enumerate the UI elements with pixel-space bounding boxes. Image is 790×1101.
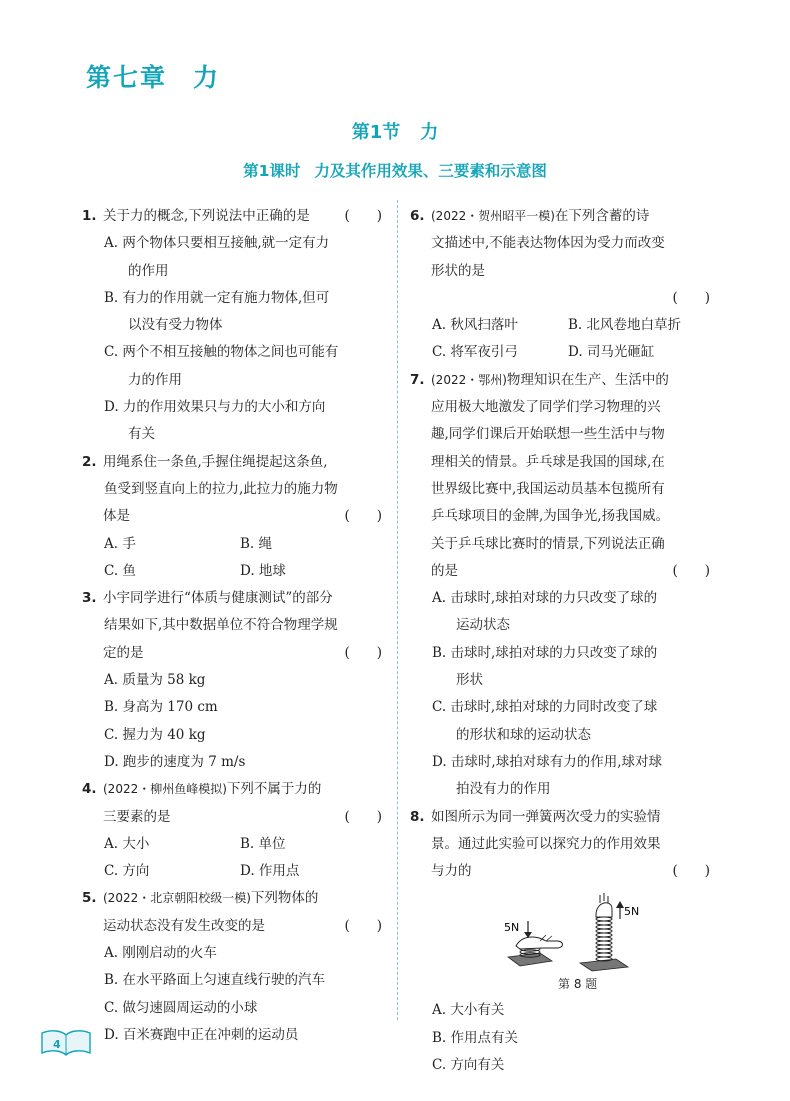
section-title xyxy=(0,118,790,144)
option-a-cont: 运动状态 xyxy=(456,617,510,634)
question-number: 1. xyxy=(82,208,97,224)
question-4 xyxy=(82,776,382,885)
question-text: 运动状态没有发生改变的是 xyxy=(103,917,265,934)
lesson-title xyxy=(0,159,790,181)
answer-bracket: ( ) xyxy=(672,289,710,306)
column-divider xyxy=(397,200,398,1020)
question-text: 景。通过此实验可以探究力的作用效果 xyxy=(431,835,661,852)
question-number: 4. xyxy=(82,781,97,798)
force-label-left: 5N xyxy=(504,921,520,935)
question-text: 结果如下,其中数据单位不符合物理学规 xyxy=(104,617,338,634)
open-book-icon xyxy=(38,1027,94,1059)
question-text: 鱼受到竖直向上的拉力,此拉力的施力物 xyxy=(104,480,338,497)
left-column xyxy=(82,203,382,1049)
option-b: B. 北风卷地白草折 xyxy=(568,317,682,334)
question-2 xyxy=(82,449,382,585)
option-b: B. 击球时,球拍对球的力只改变了球的 xyxy=(432,644,658,661)
option-c-cont: 力的作用 xyxy=(128,371,182,388)
figure-8 xyxy=(410,885,710,997)
question-text: 乒乓球项目的金牌,为国争光,扬我国威。 xyxy=(431,508,670,525)
option-a: A. 大小有关 xyxy=(432,1002,505,1019)
question-text: 三要素的是 xyxy=(103,808,171,825)
option-b: B. 在水平路面上匀速直线行驶的汽车 xyxy=(104,972,326,989)
option-b: B. 作用点有关 xyxy=(432,1029,519,1046)
option-d: D. 地球 xyxy=(240,562,286,579)
option-d: D. 击球时,球拍对球有力的作用,球对球 xyxy=(432,753,663,770)
question-text: 形状的是 xyxy=(431,262,485,279)
question-text: 文描述中,不能表达物体因为受力而改变 xyxy=(431,235,665,252)
option-a: A. 击球时,球拍对球的力只改变了球的 xyxy=(432,590,658,607)
answer-bracket: ( ) xyxy=(344,508,382,525)
question-text: 用绳系住一条鱼,手握住绳提起这条鱼, xyxy=(103,453,328,470)
option-c: C. 将军夜引弓 xyxy=(432,344,518,361)
question-text: 世界级比赛中,我国运动员基本包揽所有 xyxy=(431,480,665,497)
answer-bracket: ( ) xyxy=(672,863,710,880)
option-b: B. 绳 xyxy=(240,535,273,552)
option-a: A. 质量为 58 kg xyxy=(104,672,206,689)
chapter-title xyxy=(86,58,220,94)
option-c: C. 做匀速圆周运动的小球 xyxy=(104,999,258,1016)
option-d: D. 力的作用效果只与力的大小和方向 xyxy=(104,399,326,416)
option-c-cont: 的形状和球的运动状态 xyxy=(456,726,591,743)
question-text: 应用极大地激发了同学们学习物理的兴 xyxy=(431,399,661,416)
question-6 xyxy=(410,203,710,367)
option-c: C. 鱼 xyxy=(104,562,136,579)
question-text: 体是 xyxy=(103,508,130,525)
option-d: D. 跑步的速度为 7 m/s xyxy=(104,753,246,770)
option-c: C. 方向有关 xyxy=(432,1057,505,1074)
page-number-badge xyxy=(38,1027,94,1059)
question-text: 小宇同学进行“体质与健康测试”的部分 xyxy=(103,590,333,607)
section-number: 第1节 xyxy=(351,122,401,143)
option-d-cont: 有关 xyxy=(128,426,155,443)
option-a: A. 大小 xyxy=(104,835,150,852)
question-text: 定的是 xyxy=(103,644,144,661)
question-number: 5. xyxy=(82,890,97,907)
option-d: D. 百米赛跑中正在冲刺的运动员 xyxy=(104,1026,299,1043)
option-c: C. 方向 xyxy=(104,863,150,880)
option-d-cont: 拍没有力的作用 xyxy=(456,781,551,798)
chapter-number: 第七章 xyxy=(86,63,168,92)
question-number: 8. xyxy=(410,808,425,825)
option-b-cont: 形状 xyxy=(456,672,483,689)
question-source: (2022・鄂州) xyxy=(431,372,507,387)
option-b: B. 身高为 170 cm xyxy=(104,699,218,716)
question-text: 理相关的情景。乒乓球是我国的国球,在 xyxy=(431,453,665,470)
figure-caption: 第 8 题 xyxy=(558,977,598,992)
question-7 xyxy=(410,367,710,804)
question-number: 3. xyxy=(82,590,97,607)
question-number: 2. xyxy=(82,453,97,470)
question-source: (2022・贺州昭平一模) xyxy=(431,209,555,223)
option-b: B. 有力的作用就一定有施力物体,但可 xyxy=(104,289,330,306)
option-c: C. 两个不相互接触的物体之间也可能有 xyxy=(104,344,339,361)
question-text: 下列不属于力的 xyxy=(226,781,322,798)
option-c: C. 击球时,球拍对球的力同时改变了球 xyxy=(432,699,658,716)
force-label-right: 5N xyxy=(624,905,640,919)
answer-bracket: ( ) xyxy=(344,917,382,934)
section-name: 力 xyxy=(420,122,439,143)
question-3 xyxy=(82,585,382,776)
chapter-name: 力 xyxy=(193,63,221,92)
question-text: 物理知识在生产、生活中的 xyxy=(506,371,669,388)
answer-bracket: ( ) xyxy=(344,644,382,661)
option-b-cont: 以没有受力物体 xyxy=(128,317,223,334)
option-a-cont: 的作用 xyxy=(128,262,169,279)
question-number: 7. xyxy=(410,371,425,388)
answer-bracket: ( ) xyxy=(672,562,710,579)
stretched-spring xyxy=(580,893,628,971)
answer-bracket: ( ) xyxy=(344,208,382,224)
option-a: A. 刚刚启动的火车 xyxy=(104,945,217,962)
option-a: A. 秋风扫落叶 xyxy=(432,317,518,334)
question-text: 如图所示为同一弹簧两次受力的实验情 xyxy=(431,808,661,825)
question-text: 关于乒乓球比赛时的情景,下列说法正确 xyxy=(431,535,665,552)
option-c: C. 握力为 40 kg xyxy=(104,726,206,743)
lesson-number: 第1课时 xyxy=(243,162,301,180)
option-a: A. 手 xyxy=(104,535,136,552)
question-1 xyxy=(82,203,382,449)
question-source: (2022・北京朝阳校级一模) xyxy=(103,891,251,906)
option-a: A. 两个物体只要相互接触,就一定有力 xyxy=(104,235,330,252)
question-text: 下列物体的 xyxy=(250,890,319,907)
option-b: B. 单位 xyxy=(240,835,286,852)
option-d: D. 作用点 xyxy=(240,863,300,880)
question-source: (2022・柳州鱼峰模拟) xyxy=(103,782,227,797)
right-column xyxy=(410,203,710,1079)
question-text: 在下列含蓄的诗 xyxy=(554,208,650,224)
question-text: 的是 xyxy=(431,562,458,579)
question-text: 趣,同学们课后开始联想一些生活中与物 xyxy=(431,426,665,443)
question-8 xyxy=(410,804,710,1080)
option-d: D. 司马光砸缸 xyxy=(568,344,655,361)
question-text: 与力的 xyxy=(431,863,472,880)
question-5 xyxy=(82,885,382,1049)
question-text: 关于力的概念,下列说法中正确的是 xyxy=(103,208,310,224)
question-number: 6. xyxy=(410,208,425,224)
lesson-name: 力及其作用效果、三要素和示意图 xyxy=(314,162,547,180)
spring-experiment-diagram xyxy=(500,891,640,977)
answer-bracket: ( ) xyxy=(344,808,382,825)
page-number: 4 xyxy=(53,1038,61,1051)
